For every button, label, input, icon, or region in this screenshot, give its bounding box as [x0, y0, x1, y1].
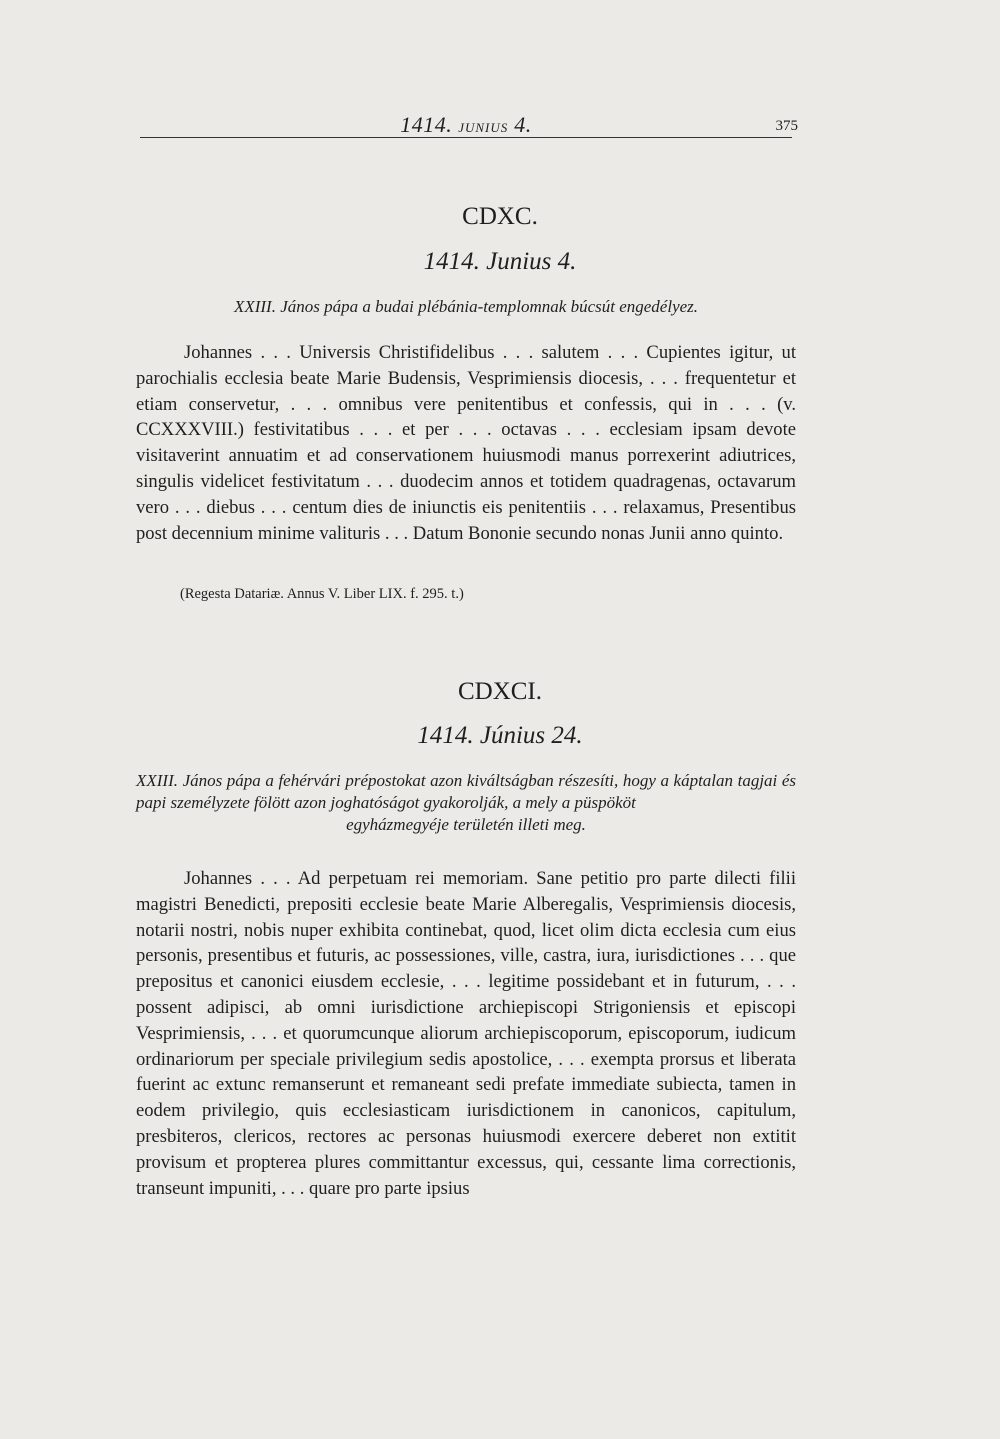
entry-number: CDXC.: [462, 203, 538, 230]
running-head-day: 4.: [514, 112, 532, 137]
running-head-title: [140, 112, 792, 138]
entry-regest: XXIII. János pápa a budai plébánia-templomnak búcsút engedélyez.: [233, 297, 699, 316]
running-head-year: 1414.: [400, 112, 453, 137]
running-head-month: JUNIUS: [458, 120, 509, 135]
entry-number: CDXCI.: [457, 678, 543, 705]
entry-regest-last-line: egyházmegyéje területén illeti meg.: [346, 815, 586, 834]
page-number: 375: [775, 118, 798, 134]
entry-citation: (Regesta Datariæ. Annus V. Liber LIX. f. 295. t.): [180, 586, 464, 602]
entry-body-text: Johannes . . . Ad perpetuam rei memoriam. Sane petitio pro parte dilecti filii magistri Benedicti, prepositi ecclesie beate Marie Alberegalis, Vesprimiensis diocesis, notarii nostri, nobis nuper exhibita continebat, quod, licet olim dicta ecclesia cum eius personis, presentibus et futuris, ac possessiones, ville, castra, iura, iurisdictiones . . . que prepositus et canonici eiusdem ecclesie, . . . legitime possidebant et in futurum, . . . possent adipisci, ab omni iurisdictione archiepiscopi Strigoniensis et episcopi Vesprimiensis, . . . et quorumcunque aliorum archiepiscoporum, episcoporum, iudicum ordinariorum per speciale privilegium sedis apostolice, . . . exempta prorsus et liberata fuerint ac extunc remanserunt et remaneant sedi prefate immediate subiecta, tamen in eodem privilegio, quis ecclesiasticam iurisdictionem in canonicos, capitulum, presbiteros, clericos, rectores ac personas huiusmodi exercere deberet non extitit provisum et propterea plures committantur excessus, qui, cessante lima correctionis, transeunt impuniti, . . . quare pro parte ipsius: [136, 868, 796, 1199]
entry-date: 1414. Junius 4.: [423, 248, 577, 275]
entry-date: 1414. Június 24.: [417, 722, 583, 749]
entry-regest: [136, 770, 796, 836]
running-head: [140, 112, 798, 140]
entry-regest-main: XXIII. János pápa a fehérvári prépostokat azon kiváltságban részesíti, hogy a káptalan tagjai és papi személyzete fölött azon joghatóságot gyakorolják, a mely a püspököt: [136, 771, 796, 812]
header-rule: [140, 137, 792, 138]
entry-body-text: Johannes . . . Universis Christifidelibus . . . salutem . . . Cupientes igitur, ut parochialis ecclesia beate Marie Budensis, Vesprimiensis diocesis, . . . frequentetur et etiam conservetur, . . . omnibus vere penitentibus et confessis, qui in . . . (v. CCXXXVIII.) festivitatibus . . . et per . . . octavas . . . ecclesiam ipsam devote visitaverint annuatim et ad conservationem huiusmodi manus porrexerint adiutrices, singulis videlicet festivitatum . . . duodecim annos et totidem quadragenas, octavarum vero . . . diebus . . . centum dies de iniunctis eis penitentiis . . . relaxamus, Presentibus post decennium minime valituris . . . Datum Bononie secundo nonas Junii anno quinto.: [136, 342, 796, 544]
